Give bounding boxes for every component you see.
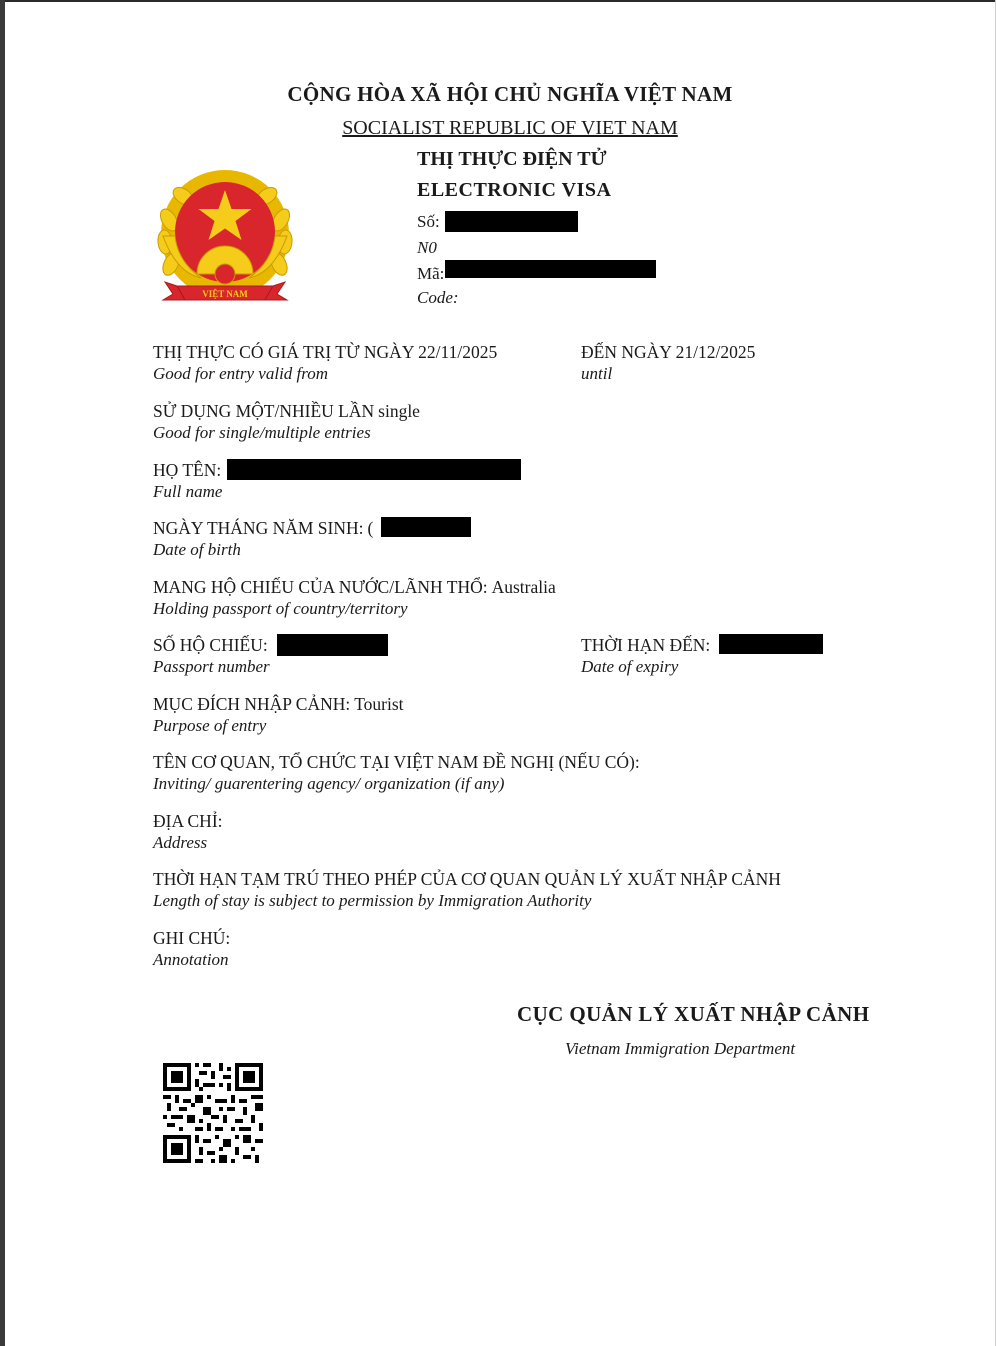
department-name-en: Vietnam Immigration Department [565, 1039, 796, 1058]
redacted-code [445, 260, 656, 278]
redacted-visa-number [445, 211, 578, 232]
dob-value-prefix: ( [367, 518, 374, 538]
passport-number-label-en: Passport number [153, 657, 270, 676]
address-label-en: Address [153, 833, 208, 852]
vietnam-national-emblem-icon [157, 170, 293, 310]
entries-value: single [378, 401, 420, 421]
emblem-ribbon-text: VIỆT NAM [202, 289, 248, 299]
dob-field [153, 518, 373, 539]
redacted-full-name [227, 459, 521, 480]
valid-from-vn: THỊ THỰC CÓ GIÁ TRỊ TỪ NGÀY 22/11/2025 [153, 342, 498, 362]
full-name-label-en: Full name [153, 482, 223, 501]
so-label: Số: [417, 212, 440, 231]
stay-label-en: Length of stay is subject to permission by Immigration Authority [153, 891, 592, 910]
valid-until-en: until [581, 364, 613, 383]
dob-label-vn: NGÀY THÁNG NĂM SINH: [153, 518, 364, 538]
redacted-passport-number [277, 634, 388, 656]
entries-label-vn: SỬ DỤNG MỘT/NHIỀU LẦN [153, 401, 375, 421]
country-name-en: SOCIALIST REPUBLIC OF VIET NAM [342, 117, 678, 139]
annotation-label-en: Annotation [153, 950, 229, 969]
nationality-field [153, 577, 556, 598]
qr-code-icon [163, 1063, 263, 1163]
purpose-field [153, 694, 404, 715]
redacted-dob [381, 517, 471, 537]
passport-expiry-label-en: Date of expiry [581, 657, 679, 676]
passport-number-label-vn: SỐ HỘ CHIẾU: [153, 635, 268, 655]
code-label-en: Code: [417, 288, 459, 307]
stay-label-vn: THỜI HẠN TẠM TRÚ THEO PHÉP CỦA CƠ QUAN QUẢN LÝ XUẤT NHẬP CẢNH [153, 869, 781, 889]
address-label-vn: ĐỊA CHỈ: [153, 811, 223, 831]
purpose-value: Tourist [354, 694, 404, 714]
agency-label-vn: TÊN CƠ QUAN, TỔ CHỨC TẠI VIỆT NAM ĐỀ NGHỊ (NẾU CÓ): [153, 752, 640, 772]
redacted-passport-expiry [719, 634, 823, 654]
visa-title-en: ELECTRONIC VISA [417, 179, 612, 201]
passport-expiry-label-vn: THỜI HẠN ĐẾN: [581, 635, 711, 655]
department-name-vn: CỤC QUẢN LÝ XUẤT NHẬP CẢNH [517, 1002, 870, 1026]
nationality-label-en: Holding passport of country/territory [153, 599, 408, 618]
full-name-label-vn: HỌ TÊN: [153, 460, 222, 480]
purpose-label-vn: MỤC ĐÍCH NHẬP CẢNH: [153, 694, 351, 714]
no-label: N0 [417, 238, 437, 257]
nationality-label-vn: MANG HỘ CHIẾU CỦA NƯỚC/LÃNH THỔ: [153, 577, 488, 597]
agency-label-en: Inviting/ guarentering agency/ organization (if any) [153, 774, 505, 793]
valid-until-vn: ĐẾN NGÀY 21/12/2025 [581, 342, 756, 362]
valid-from-en: Good for entry valid from [153, 364, 329, 383]
visa-document-page [5, 2, 995, 1346]
entries-label-en: Good for single/multiple entries [153, 423, 371, 442]
entries-field [153, 401, 420, 422]
code-label-vn: Mã: [417, 264, 445, 283]
annotation-label-vn: GHI CHÚ: [153, 928, 231, 948]
nationality-value: Australia [491, 577, 556, 597]
country-name-vn: CỘNG HÒA XÃ HỘI CHỦ NGHĨA VIỆT NAM [287, 82, 733, 106]
dob-label-en: Date of birth [153, 540, 241, 559]
purpose-label-en: Purpose of entry [153, 716, 267, 735]
visa-title-vn: THỊ THỰC ĐIỆN TỬ [417, 148, 607, 170]
